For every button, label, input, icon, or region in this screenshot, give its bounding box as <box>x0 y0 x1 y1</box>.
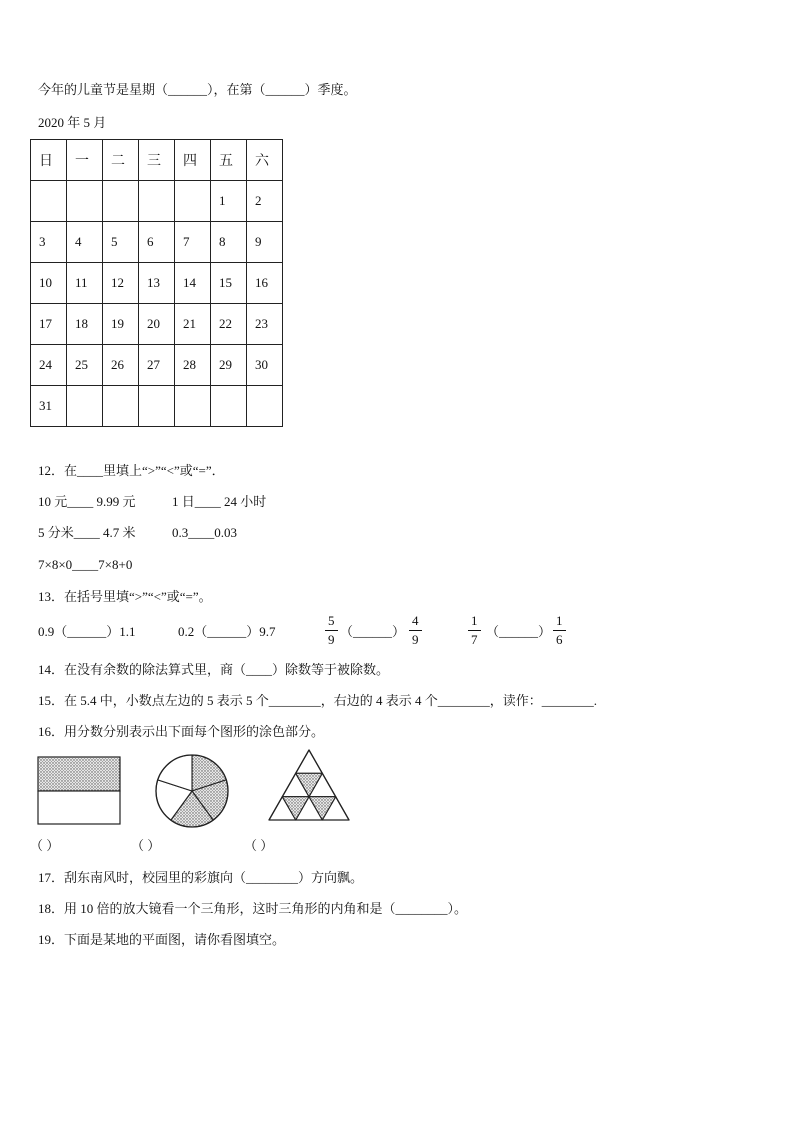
day-cell <box>103 386 139 427</box>
fraction-denominator: 7 <box>471 632 478 647</box>
day-cell: 19 <box>103 304 139 345</box>
fraction <box>553 614 566 647</box>
fraction-denominator: 6 <box>556 632 563 647</box>
day-cell: 10 <box>31 263 67 304</box>
day-cell: 13 <box>139 263 175 304</box>
calendar-table <box>30 139 283 427</box>
day-cell: 15 <box>211 263 247 304</box>
shaded-circle-figure <box>154 753 230 829</box>
fraction <box>409 614 422 647</box>
day-cell: 25 <box>67 345 103 386</box>
day-cell <box>31 181 67 222</box>
q12-item: 10 元____ 9.99 元 <box>38 494 136 509</box>
q16-answer-blank: （ ） <box>30 838 60 853</box>
q13-item: 0.9（______）1.1 <box>38 624 136 639</box>
weekday-cell: 一 <box>67 140 103 181</box>
weekday-cell: 二 <box>103 140 139 181</box>
calendar-title: 2020 年 5 月 <box>38 115 107 130</box>
q13-title: 13．在括号里填“>”“<”或“=”。 <box>38 589 212 604</box>
day-cell: 6 <box>139 222 175 263</box>
day-cell: 26 <box>103 345 139 386</box>
calendar-week-row <box>31 181 283 222</box>
shaded-triangle-figure <box>267 748 351 822</box>
day-cell <box>67 181 103 222</box>
day-cell: 1 <box>211 181 247 222</box>
day-cell: 29 <box>211 345 247 386</box>
day-cell <box>139 181 175 222</box>
q15-text: 15．在 5.4 中，小数点左边的 5 表示 5 个________，右边的 4 表示 4 个________，读作：________. <box>38 693 598 708</box>
day-cell: 27 <box>139 345 175 386</box>
day-cell: 3 <box>31 222 67 263</box>
day-cell: 22 <box>211 304 247 345</box>
day-cell: 30 <box>247 345 283 386</box>
q11-text: 今年的儿童节是星期（______），在第（______）季度。 <box>38 82 357 97</box>
day-cell <box>103 181 139 222</box>
day-cell: 23 <box>247 304 283 345</box>
day-cell: 28 <box>175 345 211 386</box>
q12-item: 0.3____0.03 <box>172 525 237 540</box>
weekday-cell: 五 <box>211 140 247 181</box>
q16-answer-blank: （ ） <box>244 838 274 853</box>
shaded-rectangle-figure <box>37 756 123 826</box>
day-cell: 14 <box>175 263 211 304</box>
q14-text: 14．在没有余数的除法算式里，商（____）除数等于被除数。 <box>38 662 390 677</box>
day-cell: 11 <box>67 263 103 304</box>
fraction-denominator: 9 <box>328 632 335 647</box>
calendar-week-row <box>31 345 283 386</box>
day-cell: 18 <box>67 304 103 345</box>
fraction-denominator: 9 <box>412 632 419 647</box>
fraction-numerator: 5 <box>325 614 338 631</box>
calendar-week-row <box>31 263 283 304</box>
day-cell <box>211 386 247 427</box>
day-cell: 9 <box>247 222 283 263</box>
weekday-cell: 日 <box>31 140 67 181</box>
weekday-cell: 三 <box>139 140 175 181</box>
day-cell: 12 <box>103 263 139 304</box>
q12-item: 5 分米____ 4.7 米 <box>38 525 136 540</box>
q16-answer-blank: （ ） <box>131 838 161 853</box>
q13-item: 0.2（______）9.7 <box>178 624 276 639</box>
q16-title: 16．用分数分别表示出下面每个图形的涂色部分。 <box>38 724 325 739</box>
q13-blank: （______） <box>340 624 406 639</box>
day-cell <box>247 386 283 427</box>
day-cell: 2 <box>247 181 283 222</box>
calendar-week-row <box>31 222 283 263</box>
day-cell: 8 <box>211 222 247 263</box>
fraction <box>468 614 481 647</box>
day-cell: 4 <box>67 222 103 263</box>
day-cell: 7 <box>175 222 211 263</box>
calendar-week-row <box>31 304 283 345</box>
day-cell: 31 <box>31 386 67 427</box>
fraction-numerator: 1 <box>553 614 566 631</box>
day-cell: 16 <box>247 263 283 304</box>
calendar-header-row <box>31 140 283 181</box>
fraction <box>325 614 338 647</box>
q13-blank: （______） <box>486 624 552 639</box>
day-cell: 21 <box>175 304 211 345</box>
fraction-numerator: 1 <box>468 614 481 631</box>
q19-text: 19．下面是某地的平面图，请你看图填空。 <box>38 932 286 947</box>
q12-item: 1 日____ 24 小时 <box>172 494 267 509</box>
q12-item: 7×8×0____7×8+0 <box>38 557 133 572</box>
day-cell: 20 <box>139 304 175 345</box>
day-cell <box>175 386 211 427</box>
q12-title: 12．在____里填上“>”“<”或“=”． <box>38 463 225 478</box>
day-cell <box>67 386 103 427</box>
day-cell: 24 <box>31 345 67 386</box>
day-cell <box>175 181 211 222</box>
day-cell <box>139 386 175 427</box>
q18-text: 18．用 10 倍的放大镜看一个三角形，这时三角形的内角和是（________）。 <box>38 901 468 916</box>
q17-text: 17．刮东南风时，校园里的彩旗向（________）方向飘。 <box>38 870 364 885</box>
fraction-numerator: 4 <box>409 614 422 631</box>
weekday-cell: 六 <box>247 140 283 181</box>
weekday-cell: 四 <box>175 140 211 181</box>
day-cell: 17 <box>31 304 67 345</box>
day-cell: 5 <box>103 222 139 263</box>
calendar-week-row <box>31 386 283 427</box>
